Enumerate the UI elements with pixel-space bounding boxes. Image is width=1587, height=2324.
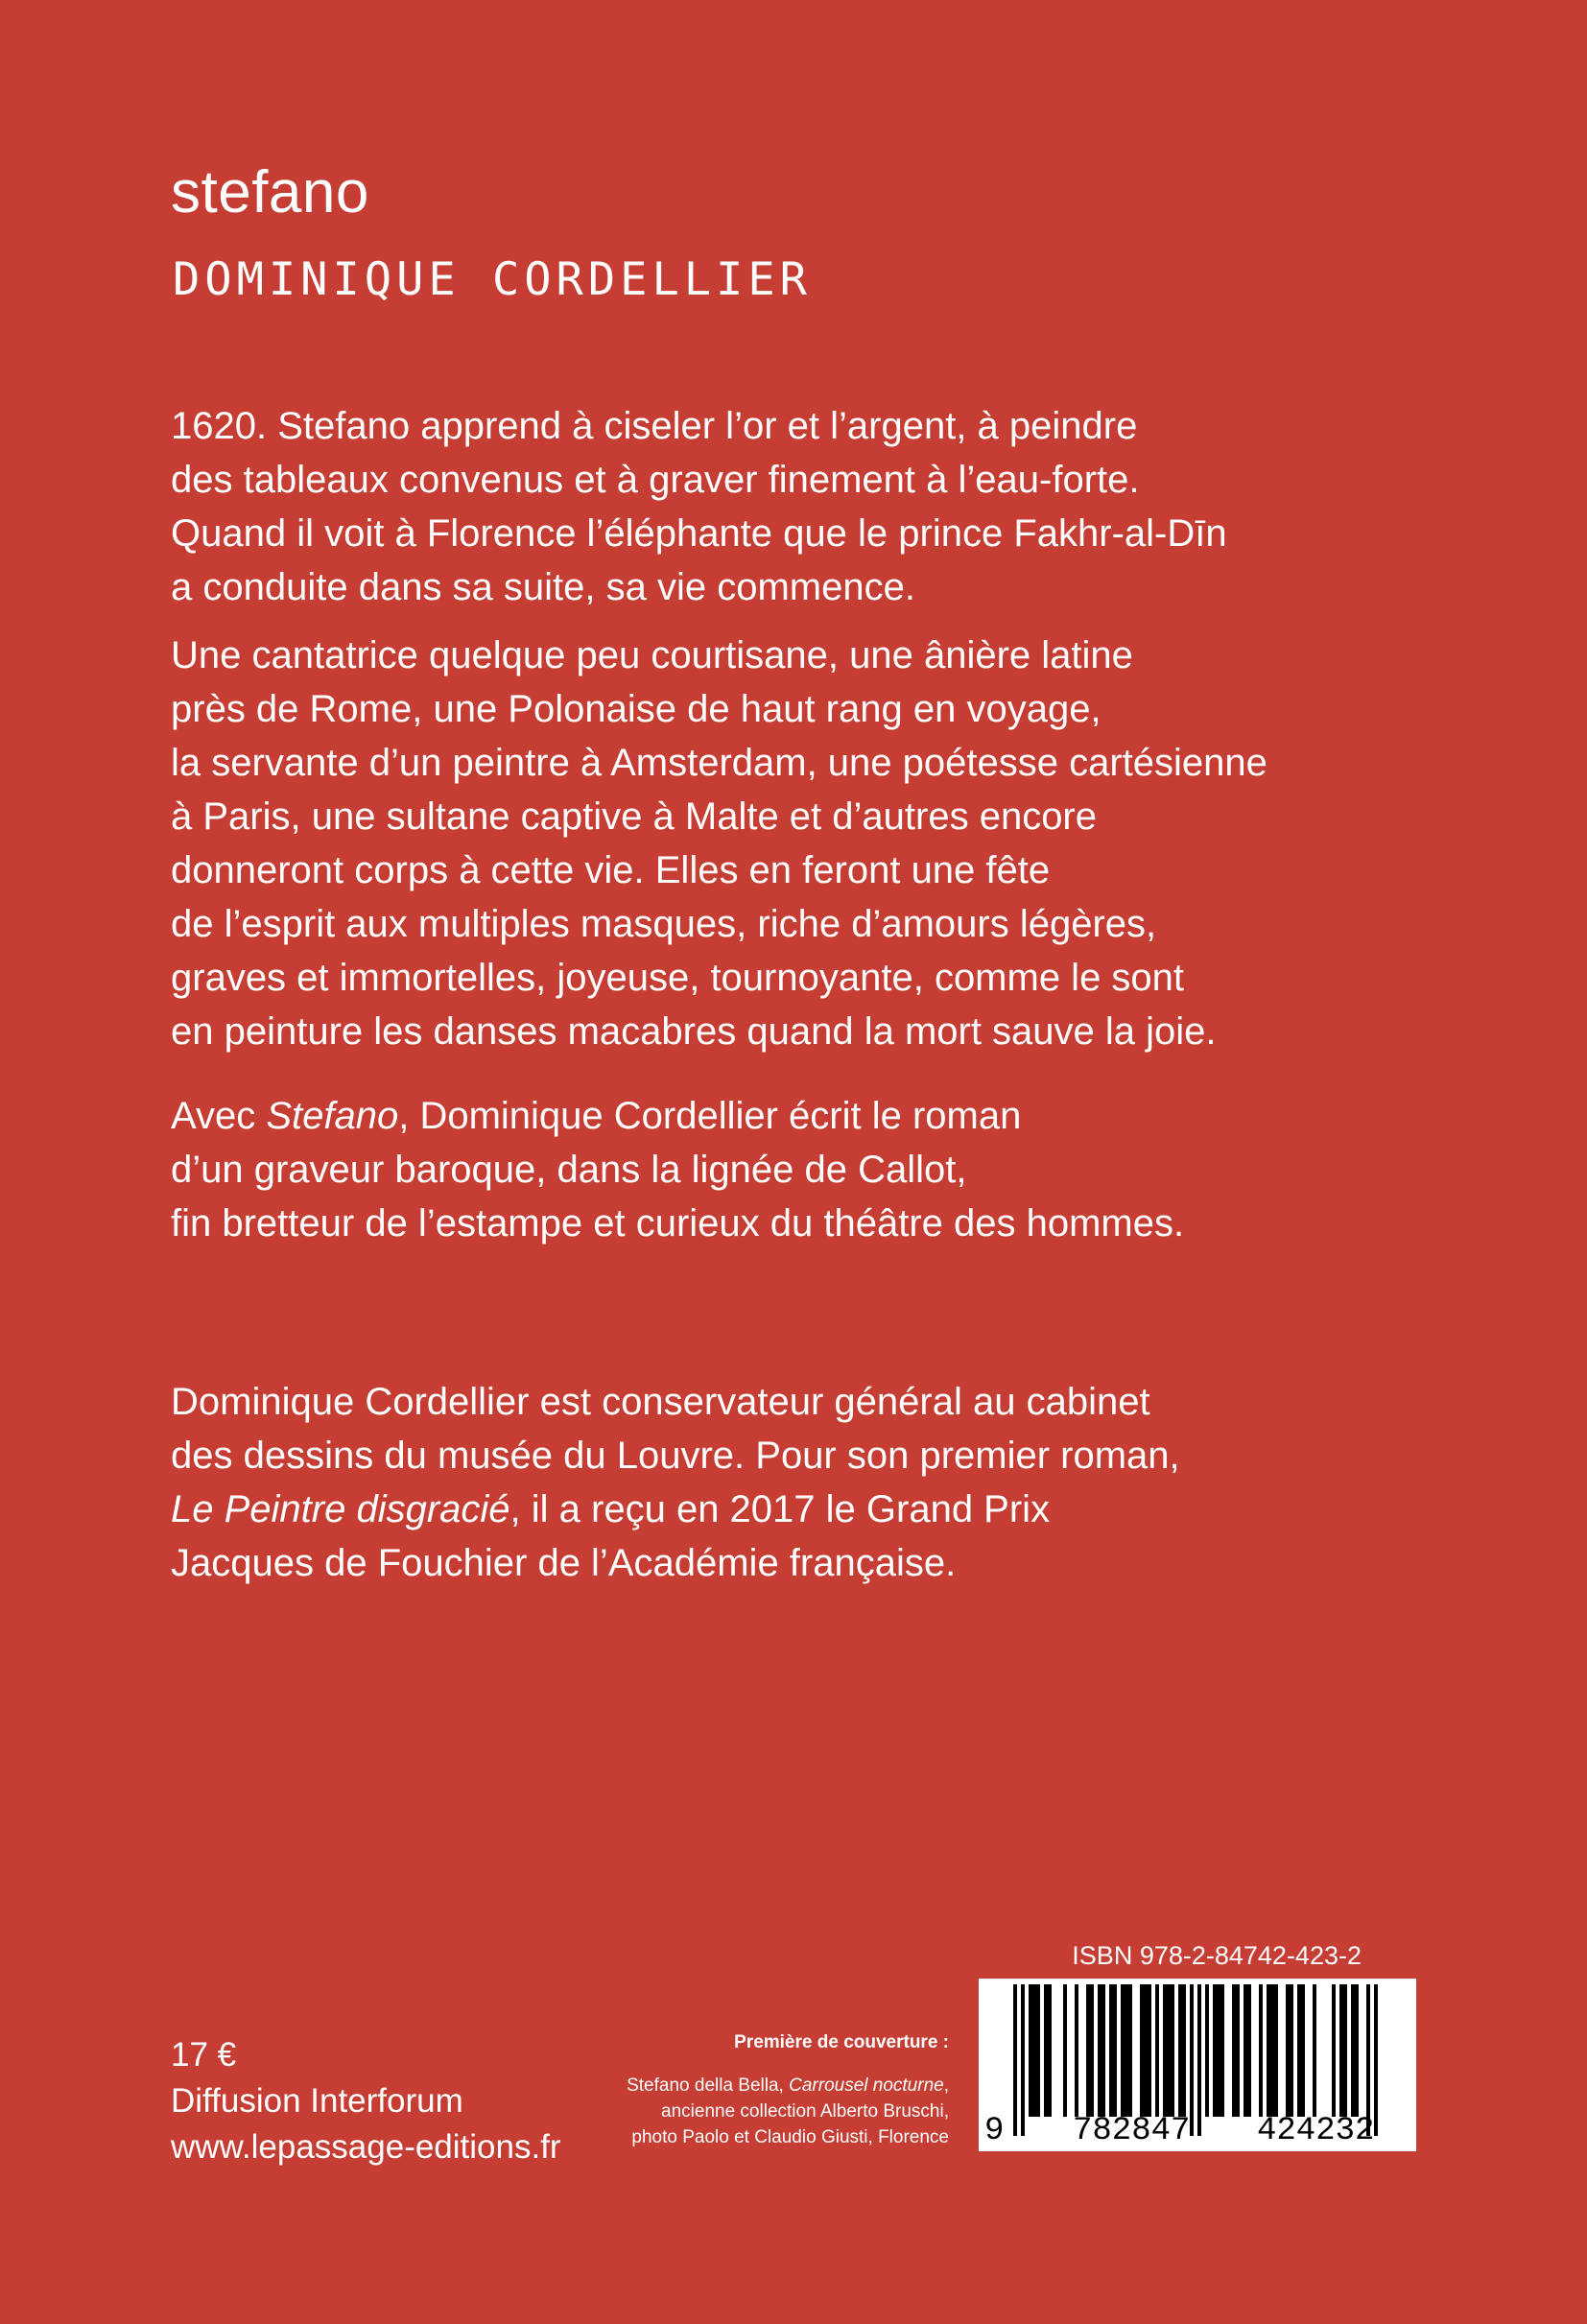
barcode-bar [1171, 1984, 1174, 2117]
barcode-bar [1270, 1984, 1274, 2117]
barcode-bar [1013, 1984, 1017, 2136]
barcode-bar [1343, 1984, 1347, 2117]
barcode-bar [1190, 1984, 1194, 2136]
distribution: Diffusion Interforum [171, 2082, 463, 2120]
barcode-bar [1332, 1984, 1336, 2117]
barcode-digits-right: 424232 [1257, 2113, 1375, 2149]
barcode-bar [1044, 1984, 1048, 2117]
barcode-bar [1236, 1984, 1240, 2117]
barcode-bar [1213, 1984, 1217, 2117]
barcode-bar [1148, 1984, 1151, 2117]
barcode-bar [1374, 1984, 1378, 2136]
barcode-digits-left: 782847 [1073, 2113, 1191, 2149]
barcode-bar [1286, 1984, 1290, 2117]
barcode-bar [1029, 1984, 1032, 2117]
bio-line-2: des dessins du musée du Louvre. Pour son premier roman, [171, 1435, 1180, 1477]
author-name: DOMINIQUE CORDELLIER [173, 253, 812, 306]
barcode-bar [1197, 1984, 1201, 2136]
barcode-bar [1178, 1984, 1182, 2117]
barcode-bar [1101, 1984, 1105, 2117]
barcode-bar [1351, 1984, 1355, 2117]
barcode-bar [1128, 1984, 1132, 2117]
barcode-digit-first: 9 [984, 2113, 1005, 2149]
barcode-bar [1090, 1984, 1094, 2117]
barcode-bar [1063, 1984, 1067, 2117]
website: www.lepassage-editions.fr [171, 2128, 561, 2166]
barcode-bar [1048, 1984, 1052, 2117]
isbn-number: ISBN 978-2-84742-423-2 [1072, 1941, 1362, 1970]
bio-line-1: Dominique Cordellier est conservateur général au cabinet [171, 1381, 1150, 1423]
barcode-bar [1021, 1984, 1025, 2136]
synopsis-paragraph-1: 1620. Stefano apprend à ciseler l’or et l’argent, à peindre des tableaux convenus et à graver finement à l’eau-forte. Quand il voit à Florence l’éléphante que le prince Fakhr-al-Dīn a conduite dans sa suite, sa vie commence. [171, 405, 1227, 608]
barcode-bar [1290, 1984, 1293, 2117]
barcode-bar [1075, 1984, 1078, 2117]
barcode-bar [1205, 1984, 1209, 2117]
paragraph-3-prefix: Avec [171, 1095, 267, 1137]
bio-line-4: Jacques de Fouchier de l’Académie française. [171, 1542, 957, 1584]
barcode-bar [1247, 1984, 1251, 2117]
barcode-bar [1113, 1984, 1117, 2117]
barcode-bar [1155, 1984, 1159, 2117]
barcode-bar [1032, 1984, 1036, 2117]
barcode-bar [1182, 1984, 1186, 2117]
barcode-bar [1098, 1984, 1101, 2117]
cover-credits [627, 2029, 949, 2150]
publisher-info [171, 2032, 561, 2170]
barcode-bar [1144, 1984, 1148, 2117]
paragraph-3-italic-title: Stefano [266, 1095, 399, 1137]
barcode-bar [1232, 1984, 1236, 2117]
barcode [979, 1979, 1416, 2151]
synopsis-paragraph-2: Une cantatrice quelque peu courtisane, une ânière latine près de Rome, une Polonaise de haut rang en voyage, la servante d’un peintre à Amsterdam, une poétesse cartésienne à Paris, une sultane captive à Malte et d’autres encore donneront corps à cette vie. Elles en feront une fête de l’esprit aux multiples masques, riche d’amours légères, graves et immortelles, joyeuse, tournoyante, comme le sont en peinture les danses macabres quand la mort sauve la joie. [171, 634, 1267, 1053]
barcode-bar [1036, 1984, 1040, 2117]
credits-comma: , [943, 2075, 949, 2096]
barcode-bar [1109, 1984, 1113, 2117]
barcode-bar [1086, 1984, 1090, 2117]
barcode-bar [1274, 1984, 1278, 2117]
barcode-bar [1125, 1984, 1128, 2117]
barcode-bar [1220, 1984, 1224, 2117]
barcode-bar [1267, 1984, 1270, 2117]
barcode-bar [1121, 1984, 1125, 2117]
credits-artist: Stefano della Bella, [627, 2075, 790, 2096]
credits-line-3: photo Paolo et Claudio Giusti, Florence [631, 2127, 949, 2147]
barcode-bar [1167, 1984, 1171, 2117]
barcode-bar [1163, 1984, 1167, 2117]
price: 17 € [171, 2036, 237, 2074]
bio-line-3-rest: , il a reçu en 2017 le Grand Prix [509, 1488, 1051, 1530]
author-bio-paragraph [171, 1375, 1418, 1590]
paragraph-3-rest: , Dominique Cordellier écrit le roman d’un graveur baroque, dans la lignée de Callot, fin bretteur de l’estampe et curieux du théâtre des hommes. [171, 1095, 1185, 1245]
credits-heading: Première de couverture : [734, 2032, 949, 2052]
barcode-bar [1355, 1984, 1359, 2117]
credits-line-1 [627, 2073, 949, 2099]
credits-artwork-title: Carrousel nocturne [789, 2075, 944, 2096]
bio-italic-title: Le Peintre disgracié [171, 1488, 510, 1530]
barcode-bar [1217, 1984, 1220, 2117]
barcode-bar [1301, 1984, 1305, 2117]
barcode-bar [1244, 1984, 1247, 2117]
synopsis-paragraph-3 [171, 1089, 1418, 1250]
credits-line-2: ancienne collection Alberto Bruschi, [661, 2101, 949, 2122]
barcode-bar [1140, 1984, 1144, 2117]
barcode-bar [1339, 1984, 1343, 2117]
barcode-bar [1297, 1984, 1301, 2117]
barcode-bar [1259, 1984, 1263, 2117]
barcode-bar [1313, 1984, 1316, 2117]
book-title: stefano [171, 159, 369, 225]
